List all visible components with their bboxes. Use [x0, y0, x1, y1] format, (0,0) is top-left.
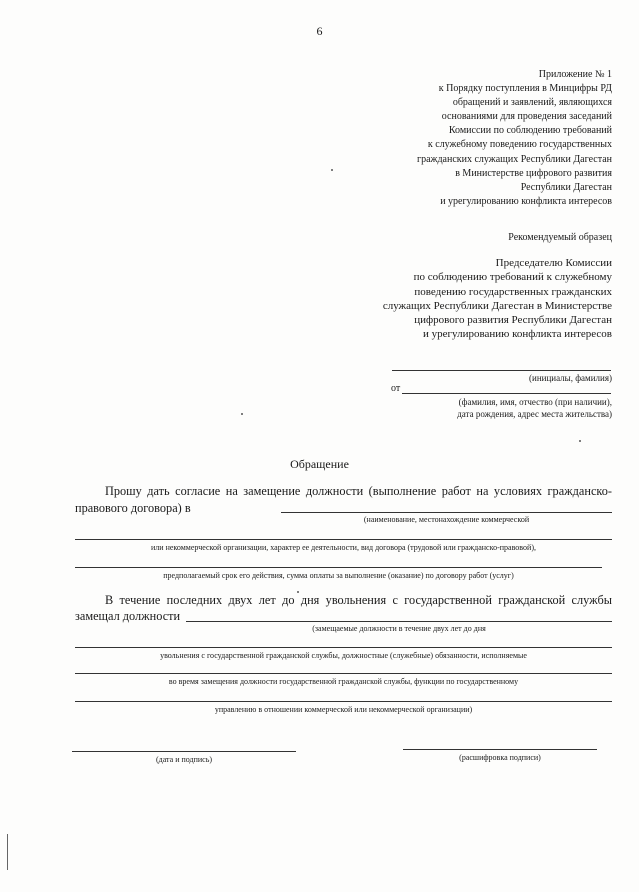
addressee-line: служащих Республики Дагестан в Министерстве [382, 299, 612, 312]
organization-caption-2: или некоммерческой организации, характер ее деятельности, вид договора (трудовой или гражданско-правовой), [151, 543, 536, 552]
scan-speck [331, 169, 333, 171]
organization-field-line[interactable] [281, 512, 612, 513]
appendix-line: Комиссии по соблюдению требований [448, 125, 612, 137]
date-signature-line[interactable] [72, 751, 296, 752]
appendix-line: Республики Дагестан [520, 181, 612, 193]
appendix-line: к служебному поведению государственных [427, 139, 612, 151]
functions-field-line[interactable] [75, 673, 612, 674]
scan-speck [579, 440, 581, 442]
organization-field-line-2[interactable] [75, 539, 612, 540]
initials-field-line[interactable] [392, 370, 611, 371]
appendix-header [417, 68, 612, 209]
from-caption [457, 396, 612, 420]
positions-field-line[interactable] [186, 621, 612, 622]
appendix-line: обращений и заявлений, являющихся [452, 97, 612, 109]
scan-speck [241, 413, 243, 415]
addressee-line: Председателю Комиссии [495, 257, 612, 269]
document-title: Обращение [290, 457, 349, 471]
positions-text-1: В течение последних двух лет до дня увольнения с государственной гражданской службы [105, 593, 612, 607]
from-field-line[interactable] [402, 393, 611, 394]
initials-caption: (инициалы, фамилия) [529, 373, 612, 383]
addressee-line: и урегулированию конфликта интересов [423, 328, 612, 341]
contract-caption: предполагаемый срок его действия, сумма оплаты за выполнение (оказание) по договору работ (услуг) [163, 571, 514, 580]
duties-caption: увольнения с государственной гражданской службы, должностные (служебные) обязанности, исполняемые [160, 651, 527, 660]
management-caption: управлению в отношении коммерческой или некоммерческой организации) [214, 705, 473, 714]
contract-field-line[interactable] [75, 567, 602, 568]
duties-field-line[interactable] [75, 647, 612, 648]
appendix-line: основаниями для проведения заседаний [441, 111, 612, 123]
appendix-line: гражданских служащих Республики Дагестан [417, 153, 612, 165]
date-signature-caption: (дата и подпись) [155, 755, 213, 764]
scan-speck [297, 591, 299, 593]
recommended-sample-label: Рекомендуемый образец [508, 232, 612, 243]
appendix-line: Приложение № 1 [538, 69, 612, 80]
page-number: 6 [316, 24, 323, 38]
addressee-line: поведению государственных гражданских [414, 285, 612, 298]
appendix-line: в Министерстве цифрового развития [455, 167, 612, 179]
signature-decode-caption: (расшифровка подписи) [459, 753, 541, 762]
from-label: от [391, 383, 401, 394]
addressee-line: по соблюдению требований к служебному [413, 271, 612, 284]
signature-decode-line[interactable] [403, 749, 597, 750]
addressee-block [383, 256, 612, 342]
organization-caption: (наименование, местонахождение коммерческой [363, 515, 530, 524]
request-text: Прошу дать согласие на замещение должности (выполнение работ на условиях гражданско-правового договора) в [75, 484, 612, 515]
positions-caption: (замещаемые должности в течение двух лет до дня [312, 624, 486, 633]
appendix-line: к Порядку поступления в Минцифры РД [438, 83, 612, 95]
from-caption-line: дата рождения, адрес места жительства) [457, 409, 612, 419]
appendix-line: и урегулированию конфликта интересов [440, 195, 612, 207]
management-field-line[interactable] [75, 701, 612, 702]
positions-paragraph-line1 [75, 592, 612, 609]
positions-text-2: замещал должности [75, 609, 181, 623]
scan-edge-mark [7, 834, 8, 870]
functions-caption: во время замещения должности государственной гражданской службы, функции по государственному [168, 677, 519, 686]
from-caption-line: (фамилия, имя, отчество (при наличии), [458, 397, 612, 407]
addressee-line: цифрового развития Республики Дагестан [414, 314, 612, 327]
